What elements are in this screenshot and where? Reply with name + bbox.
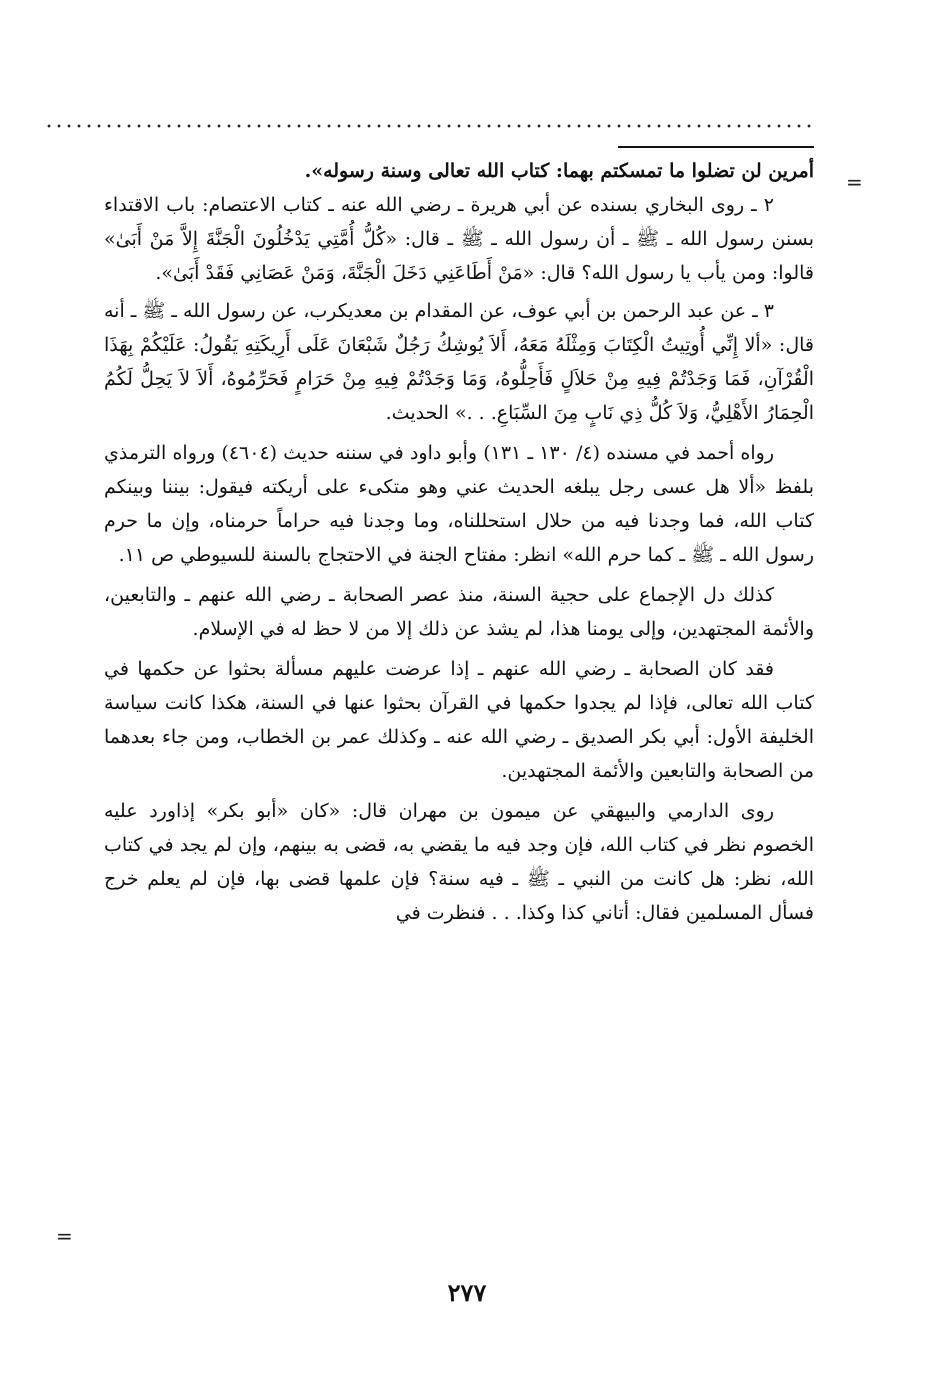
continued-line: أمرين لن تضلوا ما تمسكتم بهما: كتاب الله تعالى وسنة رسوله». <box>304 160 814 182</box>
footnote-text <box>104 154 814 934</box>
page-number: ٢٧٧ <box>447 1278 487 1307</box>
paragraph-ijma: كذلك دل الإجماع على حجية السنة، منذ عصر الصحابة ـ رضي الله عنهم ـ والتابعين، والأئمة المجتهدين، وإلى يومنا هذا، لم يشذ عن ذلك إلا من لا حظ له في الإسلام. <box>104 584 814 640</box>
dotted-separator <box>44 124 814 128</box>
continuation-mark-top: = <box>846 170 863 194</box>
paragraph-takhrij: رواه أحمد في مسنده (٤/ ١٣٠ ـ ١٣١) وأبو داود في سننه حديث (٤٦٠٤) ورواه الترمذي بلفظ «ألا هل عسى رجل يبلغه الحديث عني وهو متكىء على أريكته فيقول: بيننا وبينكم كتاب الله، فما وجدنا فيه من حلال استحللناه، وما وجدنا فيه حراماً حرمناه، وإن ما حرم رسول الله ـ ﷺ ـ كما حرم الله» انظر: مفتاح الجنة في الاحتجاج بالسنة للسيوطي ص ١١. <box>104 442 814 566</box>
paragraph-hadith-2: ٢ ـ روى البخاري بسنده عن أبي هريرة ـ رضي الله عنه ـ كتاب الاعتصام: باب الاقتداء بسنن رسول الله ـ ﷺ ـ أن رسول الله ـ ﷺ ـ قال: «كُلُّ أُمَّتِي يَدْخُلُونَ الْجَنَّةَ إِلاَّ مَنْ أَبَىٰ» قالوا: ومن يأب يا رسول الله؟ قال: «مَنْ أَطَاعَنِي دَخَلَ الْجَنَّةَ، وَمَنْ عَصَانِي فَقَدْ أَبَىٰ». <box>104 194 814 284</box>
paragraph-hadith-3: ٣ ـ عن عبد الرحمن بن أبي عوف، عن المقدام بن معديكرب، عن رسول الله ـ ﷺ ـ أنه قال: «ألا إِنِّي أُوتِيتُ الْكِتَابَ وَمِثْلَهُ مَعَهُ، أَلاَ يُوشِكُ رَجُلٌ شَبْعَانَ عَلَى أَرِيكَتِهِ يَقُولُ: عَلَيْكُمْ بِهَذَا الْقُرْآنِ، فَمَا وَجَدْتُمْ فِيهِ مِنْ حَلاَلٍ فَأَحِلُّوهُ، وَمَا وَجَدْتُمْ فِيهِ مِنْ حَرَامٍ فَحَرِّمُوهُ، أَلاَ لاَ يَحِلُّ لَكُمُ الْحِمَارُ الأَهْلِيُّ، وَلاَ كُلُّ ذِي نَابٍ مِنَ السِّبَاعِ. . .» الحديث. <box>104 300 814 424</box>
paragraph-darimi: روى الدارمي والبيهقي عن ميمون بن مهران قال: «كان «أبو بكر» إذاورد عليه الخصوم نظر في كتاب الله، فإن وجد فيه ما يقضي به، قضى به بينهم، وإن لم يجد في كتاب الله، نظر: هل كانت من النبي ـ ﷺ ـ فيه سنة؟ فإن علمها قضى بها، فإن لم يعلم خرج فسأل المسلمين فقال: أتاني كذا وكذا. . . فنظرت في <box>104 800 814 924</box>
footnote-rule <box>618 146 814 148</box>
continuation-mark-bottom: = <box>56 1224 73 1248</box>
paragraph-sahaba: فقد كان الصحابة ـ رضي الله عنهم ـ إذا عرضت عليهم مسألة بحثوا عن حكمها في كتاب الله تعالى، فإذا لم يجدوا حكمها في القرآن بحثوا عنها في السنة، هكذا كانت سياسة الخليفة الأول: أبي بكر الصديق ـ رضي الله عنه ـ وكذلك عمر بن الخطاب، ومن جاء بعدهما من الصحابة والتابعين والأئمة المجتهدين. <box>104 658 814 782</box>
